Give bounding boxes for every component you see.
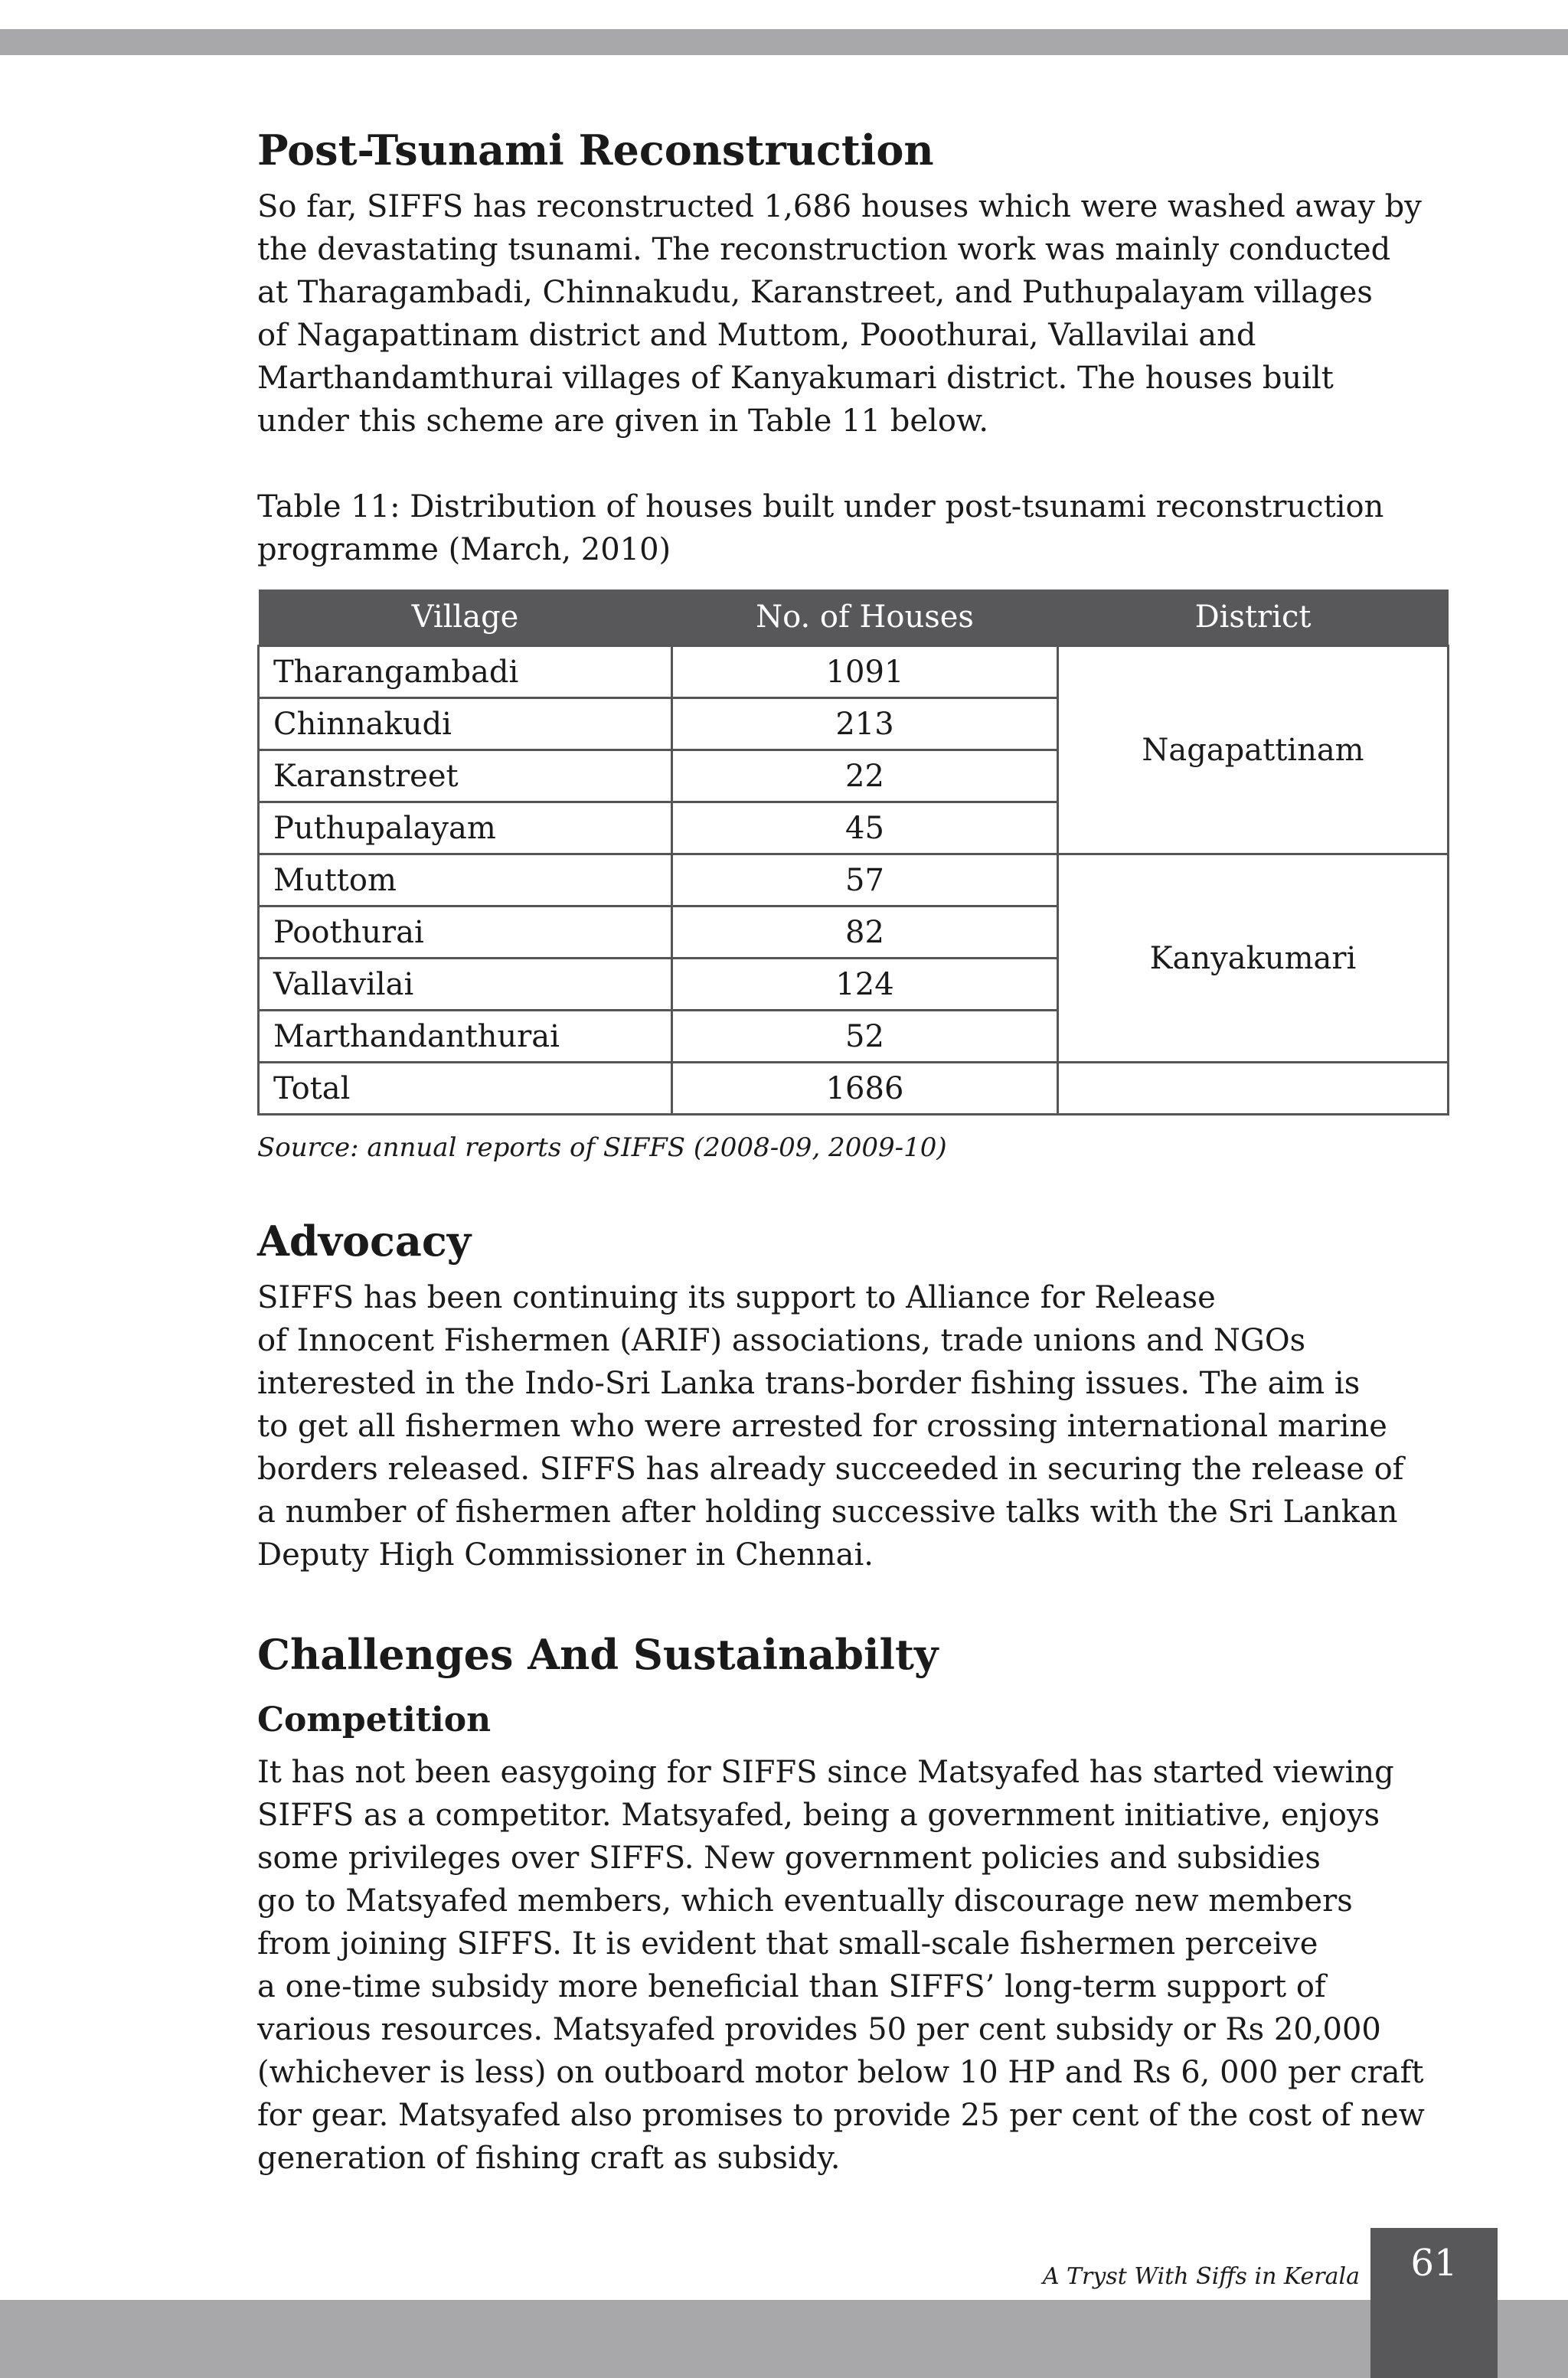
total-houses-cell: 1686 [672,1063,1058,1115]
reconstruction-paragraph: So far, SIFFS has reconstructed 1,686 houses which were washed away by the devastating tsunami. The reconstruction work was mainly conducted at Tharagambadi, Chinnakudu, Karanstreet, and Puthupalayam villages of Nagapattinam district and Muttom, Pooothurai, Vallavilai and Marthandamthurai villages of Kanyakumari district. The houses built under this scheme are given in Table 11 below. [257,189,1422,439]
village-cell: Karanstreet [259,750,672,802]
district-cell: Nagapattinam [1058,646,1449,854]
houses-table [257,590,1449,1116]
competition-paragraph: It has not been easygoing for SIFFS since Matsyafed has started viewing SIFFS as a competitor. Matsyafed, being a government initiative, enjoys some privileges over SIFFS. New government policies and subsidies go to Matsyafed members, which eventually discourage new members from joining SIFFS. It is evident that small-scale fishermen perceive a one-time subsidy more beneficial than SIFFS’ long-term support of various resources. Matsyafed provides 50 per cent subsidy or Rs 20,000 (whichever is less) on outboard motor below 10 HP and Rs 6, 000 per craft for gear. Matsyafed also promises to provide 25 per cent of the cost of new generation of fishing craft as subsidy. [257,1755,1425,2176]
houses-cell: 1091 [672,646,1058,698]
table-caption: Table 11: Distribution of houses built under post-tsunami reconstruction programme (March, 2010) [257,489,1384,567]
houses-cell: 124 [672,959,1058,1011]
houses-cell: 45 [672,802,1058,854]
table-row [259,854,1449,906]
table-row [259,646,1449,698]
houses-cell: 57 [672,854,1058,906]
table-source-note: Source: annual reports of SIFFS (2008-09, 2009-10) [257,1132,947,1163]
section-heading-challenges: Challenges And Sustainabilty [257,1630,939,1679]
village-cell: Chinnakudi [259,698,672,750]
page-number: 61 [1410,2242,1458,2285]
page-content [257,115,1449,2180]
village-cell: Muttom [259,854,672,906]
column-header-district: District [1058,590,1449,646]
houses-cell: 22 [672,750,1058,802]
houses-cell: 52 [672,1011,1058,1063]
village-cell: Tharangambadi [259,646,672,698]
village-cell: Puthupalayam [259,802,672,854]
column-header-village: Village [259,590,672,646]
district-cell: Kanyakumari [1058,854,1449,1063]
bottom-band [0,2300,1568,2378]
footer-book-title: A Tryst With Siffs in Kerala [1042,2263,1360,2290]
top-band [0,29,1568,55]
houses-cell: 82 [672,906,1058,959]
total-label-cell: Total [259,1063,672,1115]
village-cell: Poothurai [259,906,672,959]
section-heading-reconstruction: Post-Tsunami Reconstruction [257,126,934,175]
table-header-row [259,590,1449,646]
section-heading-advocacy: Advocacy [257,1217,472,1266]
advocacy-paragraph: SIFFS has been continuing its support to Alliance for Release of Innocent Fishermen (ARIF) associations, trade unions and NGOs interested in the Indo-Sri Lanka trans-border fishing issues. The aim is to get all fishermen who were arrested for crossing international marine borders released. SIFFS has already succeeded in securing the release of a number of fishermen after holding successive talks with the Sri Lankan Deputy High Commissioner in Chennai. [257,1280,1404,1573]
total-district-cell [1058,1063,1449,1115]
subheading-competition: Competition [257,1700,492,1739]
village-cell: Marthandanthurai [259,1011,672,1063]
village-cell: Vallavilai [259,959,672,1011]
column-header-houses: No. of Houses [672,590,1058,646]
houses-cell: 213 [672,698,1058,750]
table-total-row [259,1063,1449,1115]
page-number-box [1370,2228,1498,2378]
